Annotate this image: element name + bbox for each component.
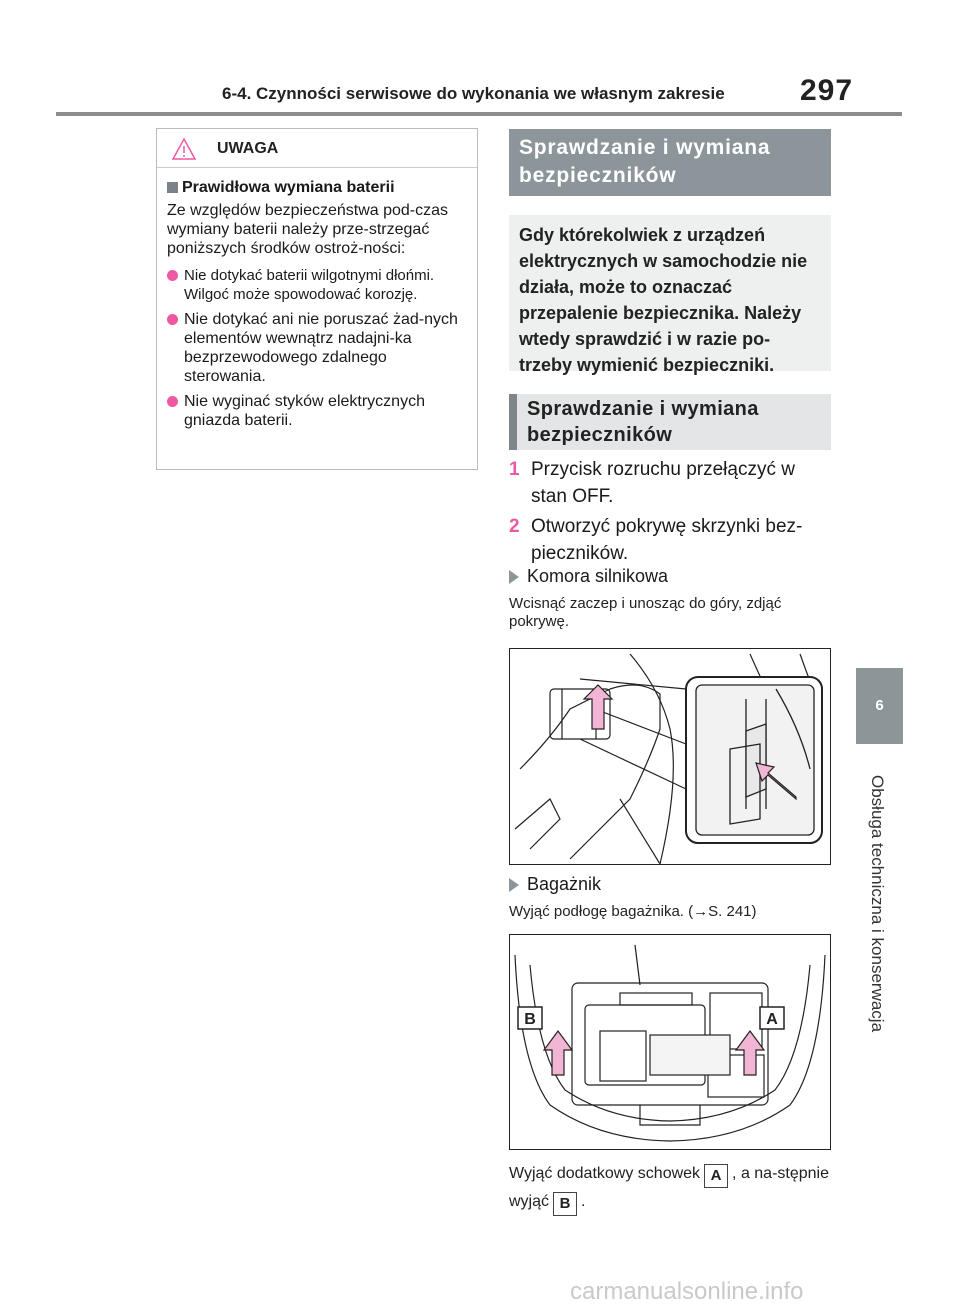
intro-box: Gdy którekolwiek z urządzeń elektrycznych w samochodzie nie działa, może to oznaczać przepalenie bezpiecznika. Należy wtedy sprawdzić i w razie po-trzeby wymienić bezpieczniki. xyxy=(509,215,831,371)
warning-header xyxy=(157,129,477,168)
label-a: A xyxy=(766,1011,778,1028)
trunk-illustration xyxy=(510,935,830,1149)
warning-bullet: Nie dotykać baterii wilgotnymi dłońmi. Wilgoć może spowodować korozję. xyxy=(167,266,467,304)
engine-illustration xyxy=(510,649,830,864)
warning-label: UWAGA xyxy=(217,140,279,157)
page-number: 297 xyxy=(800,74,854,107)
step-text: Otworzyć pokrywę skrzynki bez-pieczników. xyxy=(531,516,803,564)
bullet-dot-icon xyxy=(167,396,178,407)
trunk-figure xyxy=(509,934,831,1150)
letter-a-box: A xyxy=(704,1164,728,1188)
warning-subtitle: Prawidłowa wymiana baterii xyxy=(167,178,467,197)
trunk-subheading: Bagażnik xyxy=(509,874,601,895)
triangle-bullet-icon xyxy=(509,878,519,892)
chapter-tab[interactable]: 6 xyxy=(856,668,903,744)
engine-figure xyxy=(509,648,831,865)
trunk-note: Wyjąć podłogę bagażnika. (→S. 241) xyxy=(509,903,757,920)
letter-b-box: B xyxy=(553,1192,577,1216)
label-b: B xyxy=(524,1011,536,1028)
triangle-bullet-icon xyxy=(509,570,519,584)
engine-note: Wcisnąć zaczep i unosząc do góry, zdjąć pokrywę. xyxy=(509,595,782,630)
chapter-title: Obsługa techniczna i konserwacja xyxy=(868,775,887,1033)
section-heading: Sprawdzanie i wymiana bezpieczników xyxy=(509,129,831,196)
warning-box xyxy=(156,128,478,470)
step-2 xyxy=(509,513,831,567)
watermark: carmanualsonline.info xyxy=(570,1278,804,1305)
warning-bullet: Nie wyginać styków elektrycznych gniazda baterii. xyxy=(167,392,467,430)
header-rule xyxy=(56,112,902,116)
step-number: 2 xyxy=(509,516,520,537)
bullet-dot-icon xyxy=(167,270,178,281)
warning-intro: Ze względów bezpieczeństwa pod-czas wymiany baterii należy prze-strzegać poniższych środków ostroż-ności: xyxy=(167,202,449,257)
step-number: 1 xyxy=(509,459,520,480)
warning-icon xyxy=(171,137,197,161)
warning-bullet: Nie dotykać ani nie poruszać żad-nych elementów wewnątrz nadajni-ka bezprzewodowego zdalnego sterowania. xyxy=(167,310,467,386)
engine-subheading: Komora silnikowa xyxy=(509,566,668,587)
sub-heading: Sprawdzanie i wymiana bezpieczników xyxy=(509,394,831,450)
bullet-dot-icon xyxy=(167,314,178,325)
square-bullet-icon xyxy=(167,182,178,193)
section-title: 6-4. Czynności serwisowe do wykonania we własnym zakresie xyxy=(222,84,725,103)
step-text: Przycisk rozruchu przełączyć w stan OFF. xyxy=(531,459,795,507)
step-1 xyxy=(509,456,831,510)
final-instruction: Wyjąć dodatkowy schowek A , a na-stępnie wyjąć B . xyxy=(509,1160,839,1216)
